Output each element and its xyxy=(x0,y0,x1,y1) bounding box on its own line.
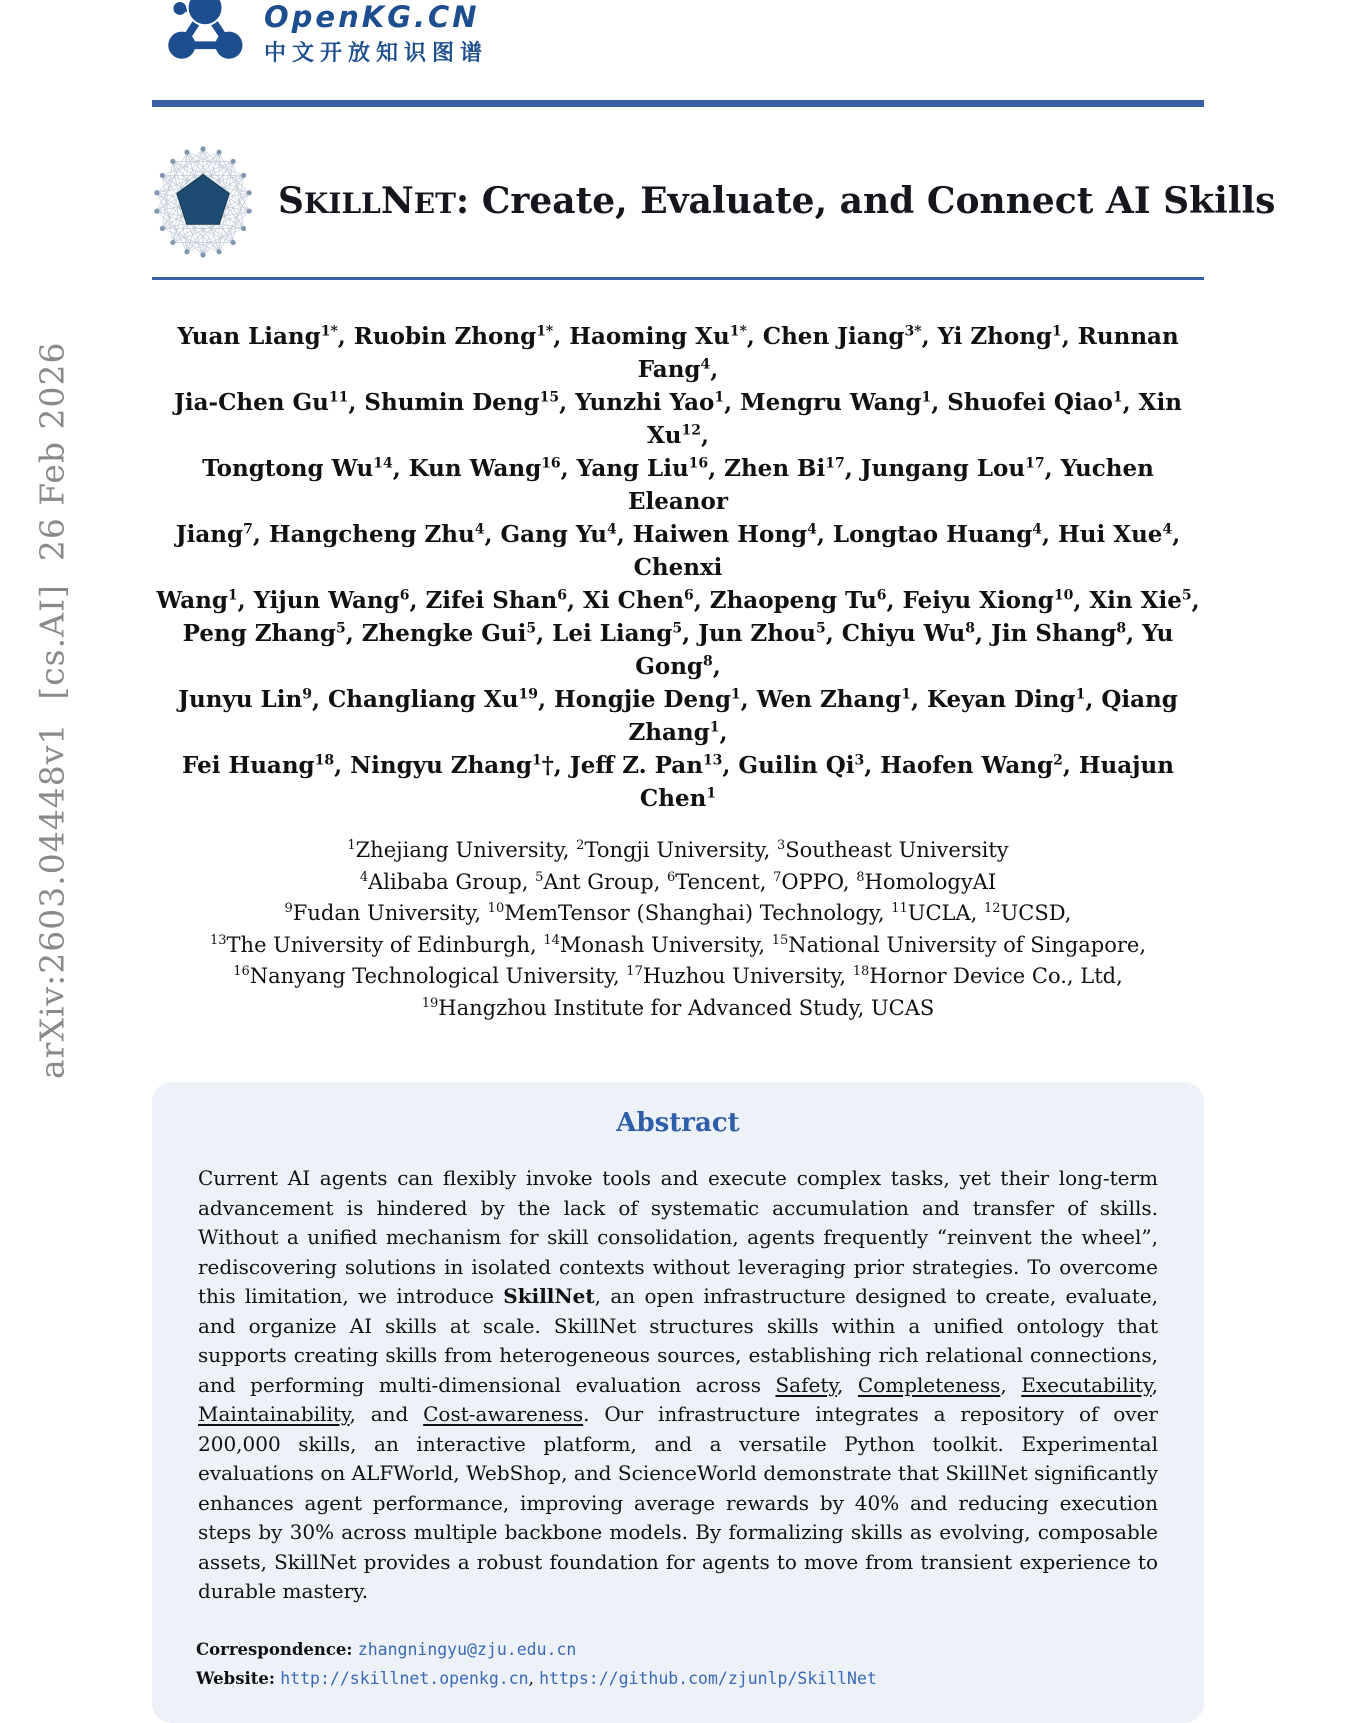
author-line: Junyu Lin$^9$, Changliang Xu$^{19}$, Hongjie Deng$^1$, Wen Zhang$^1$, Keyan Ding$^1$, Qiang Zhang$^1$, xyxy=(178,686,1178,746)
website-line xyxy=(196,1664,1160,1693)
openkg-name: OpenKG.CN xyxy=(264,0,480,34)
openkg-subtitle: 中文开放知识图谱 xyxy=(264,41,489,66)
author-line: Peng Zhang$^5$, Zhengke Gui$^5$, Lei Liang$^5$, Jun Zhou$^5$, Chiyu Wu$^8$, Jin Shang$^8$, Yu Gong$^8$, xyxy=(182,620,1174,680)
website-label: Website: xyxy=(196,1668,275,1688)
affiliation-line: $^{19}$Hangzhou Institute for Advanced Study, UCAS xyxy=(421,995,935,1020)
affiliation-line: $^1$Zhejiang University, $^2$Tongji University, $^3$Southeast University xyxy=(347,838,1009,862)
correspondence-label: Correspondence: xyxy=(196,1639,353,1659)
affiliation-list xyxy=(152,835,1204,1024)
website-link-github[interactable]: https://github.com/zjunlp/SkillNet xyxy=(539,1668,877,1688)
website-link-openkg[interactable]: http://skillnet.openkg.cn xyxy=(280,1668,529,1688)
affiliation-line: $^{13}$The University of Edinburgh, $^{14}$Monash University, $^{15}$National University of Singapore, xyxy=(209,932,1147,957)
abstract-box xyxy=(152,1082,1204,1723)
correspondence-line xyxy=(196,1635,1160,1664)
title-row xyxy=(152,143,1276,261)
arxiv-watermark: arXiv:2603.04448v1 [cs.AI] 26 Feb 2026 xyxy=(32,341,72,1079)
correspondence-email-link[interactable]: zhangningyu@zju.edu.cn xyxy=(357,1639,577,1659)
contact-block xyxy=(196,1635,1160,1693)
title-rest: : Create, Evaluate, and Connect AI Skills xyxy=(455,179,1276,222)
abstract-text: Current AI agents can flexibly invoke tools and execute complex tasks, yet their long-term advancement is hindered by the lack of systematic accumulation and transfer of skills. Without a unified mechanism for skill consolidation, agents frequently “reinvent the wheel”, rediscovering solutions in isolated contexts without leveraging prior strategies. To overcome this limitation, we introduce SkillNet, an open infrastructure designed to create, evaluate, and organize AI skills at scale. SkillNet structures skills within a unified ontology that supports creating skills from heterogeneous sources, establishing rich relational connections, and performing multi-dimensional evaluation across Safety, Completeness, Executability, Maintainability, and Cost-awareness. Our infrastructure integrates a repository of over 200,000 skills, an interactive platform, and a versatile Python toolkit. Experimental evaluations on ALFWorld, WebShop, and ScienceWorld demonstrate that SkillNet significantly enhances agent performance, improving average rewards by 40% and reducing execution steps by 30% across multiple backbone models. By formalizing skills as evolving, composable assets, SkillNet provides a robust foundation for agents to move from transient experience to durable mastery. xyxy=(198,1166,1159,1603)
title-smallcaps: SKILLNET xyxy=(278,179,456,222)
abstract-heading: Abstract xyxy=(616,1108,740,1138)
affiliation-line: $^4$Alibaba Group, $^5$Ant Group, $^6$Tencent, $^7$OPPO, $^8$HomologyAI xyxy=(359,869,997,894)
paper-title xyxy=(278,179,1275,226)
openkg-header xyxy=(164,0,1204,67)
author-line: Yuan Liang$^{1*}$, Ruobin Zhong$^{1*}$, Haoming $Xu^{1*}$, Chen Jiang$^{3*}$, Yi Zhong$^1$, Runnan Fang$^4$, xyxy=(177,323,1179,383)
author-list xyxy=(152,320,1204,815)
author-line: Jia-Chen Gu$^{11}$, Shumin Deng$^{15}$, Yunzhi Yao$^1$, Mengru Wang$^1$, Shuofei Qiao$^1$, Xin Xu$^{12}$, xyxy=(174,389,1182,449)
header-rule xyxy=(152,100,1204,107)
affiliation-line: $^9$Fudan University, $^{10}$MemTensor (Shanghai) Technology, $^{11}$UCLA, $^{12}$UCSD, xyxy=(284,901,1072,925)
author-line: Fei Huang$^{18}$, Ningyu Zhang$^1$†, Jeff Z. Pan$^{13}$, Guilin Qi$^3$, Haofen Wang$^2$, Huajun Chen$^1$ xyxy=(182,752,1174,812)
author-line: Tongtong Wu$^{14}$, Kun Wang$^{16}$, Yang Liu$^{16}$, Zhen Bi$^{17}$, Jungang Lou$^{17}$, Yuchen Eleanor xyxy=(202,455,1154,515)
affiliation-line: $^{16}$Nanyang Technological University, $^{17}$Huzhou University, $^{18}$Hornor Device Co., Ltd, xyxy=(233,964,1123,988)
title-rule xyxy=(152,277,1204,280)
author-line: Jiang$^7$, Hangcheng Zhu$^4$, Gang Yu$^4$, Haiwen Hong$^4$, Longtao Huang$^4$, Hui Xue$^4$, Chenxi xyxy=(175,521,1181,581)
author-line: Wang$^1$, Yijun Wang$^6$, Zifei Shan$^6$, Xi Chen$^6$, Zhaopeng Tu$^6$, Feiyu Xiong$^{10}$, Xin Xie$^5$, xyxy=(156,587,1200,614)
openkg-logo-icon xyxy=(164,0,250,62)
website-separator: , xyxy=(528,1668,534,1688)
skillnet-network-logo-icon xyxy=(152,145,254,259)
openkg-wordmark xyxy=(264,0,488,67)
page-content xyxy=(152,0,1276,1723)
